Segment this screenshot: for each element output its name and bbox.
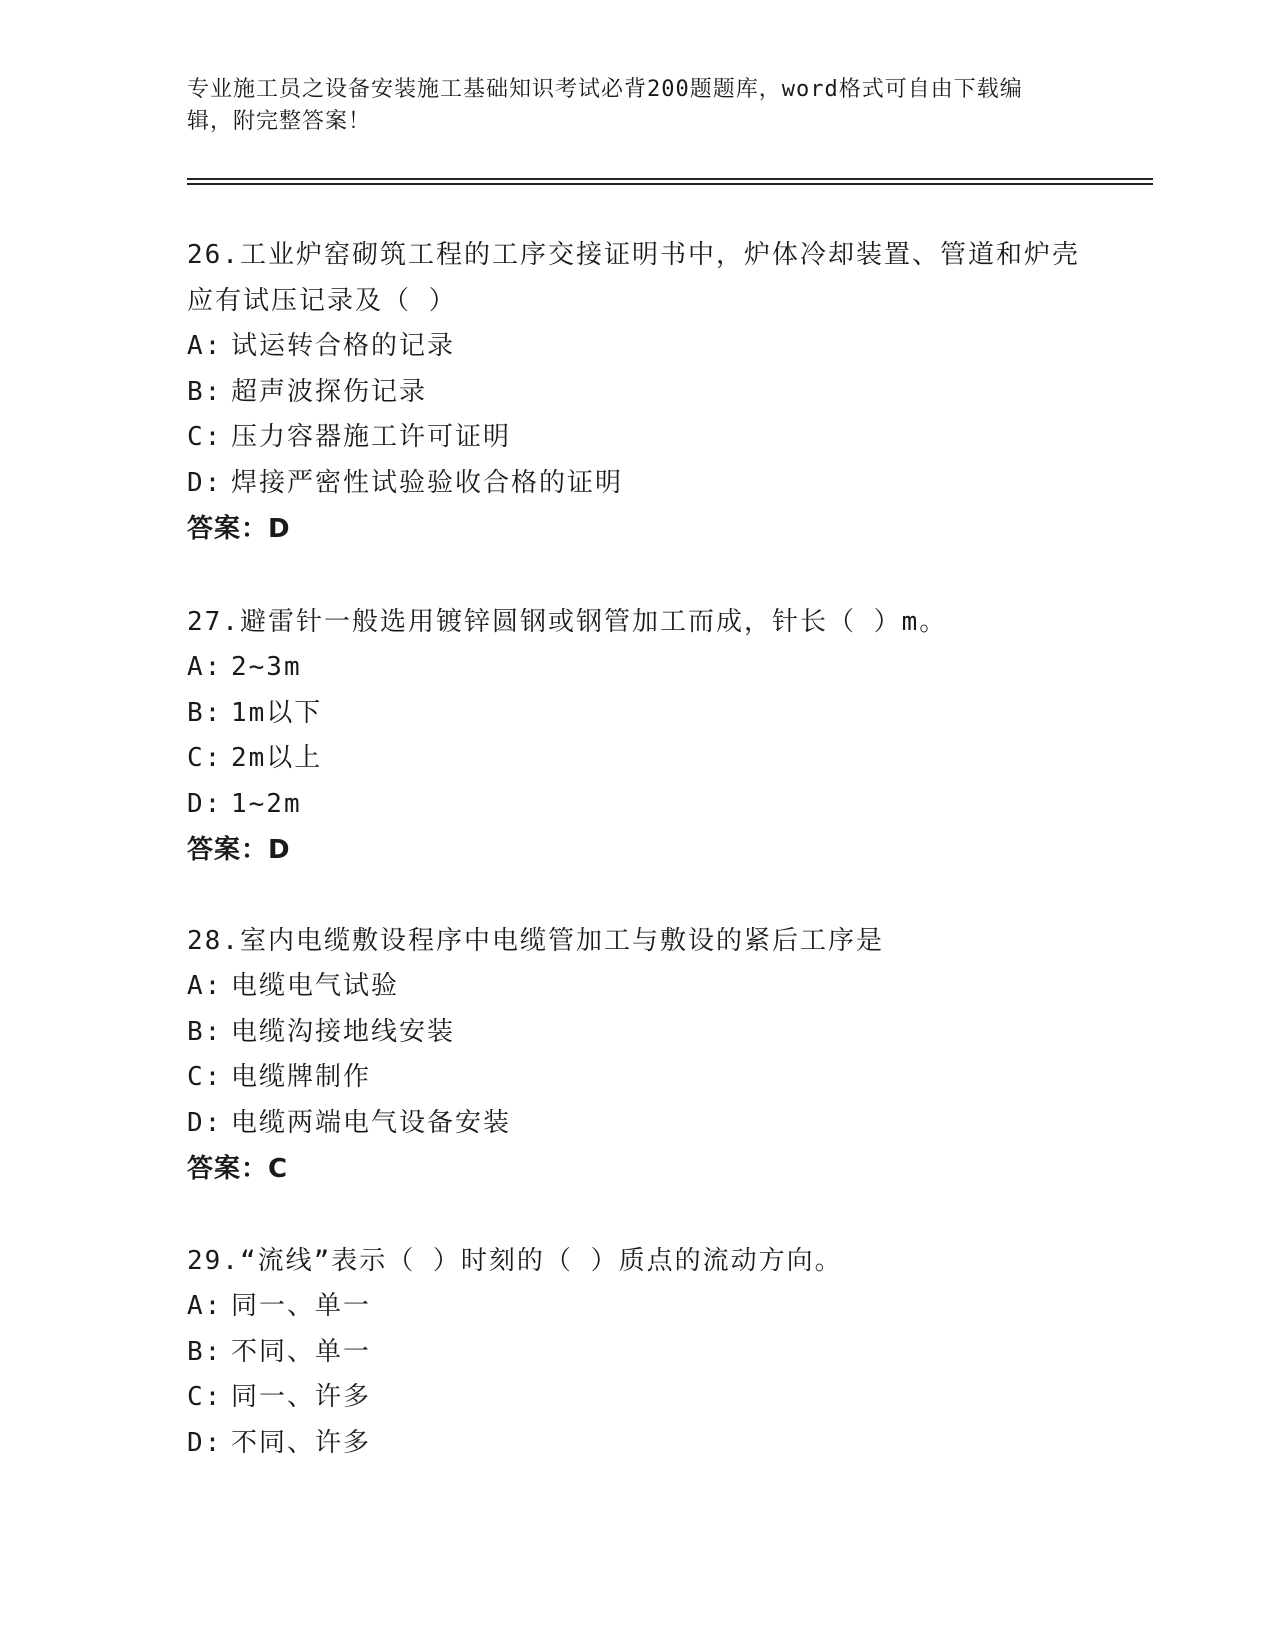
option-text: 2m以上 [231, 743, 323, 773]
question-text: 27.避雷针一般选用镀锌圆钢或钢管加工而成，针长（ ）m。 [187, 607, 948, 637]
option-letter: C: [187, 743, 223, 773]
option-b [187, 691, 1087, 737]
option-text: 电缆牌制作 [231, 1062, 372, 1092]
option-letter: D: [187, 1427, 223, 1458]
option-b [187, 1010, 1087, 1056]
option-text: 1~2m [231, 788, 302, 819]
option-a [187, 964, 1087, 1010]
option-text: 电缆电气试验 [231, 971, 400, 1001]
option-letter: C: [187, 1062, 223, 1092]
option-a [187, 1284, 1087, 1330]
option-letter: C: [187, 1382, 223, 1412]
option-text: 1m以下 [231, 697, 323, 728]
option-text: 不同、单一 [231, 1336, 372, 1367]
option-letter: A: [187, 652, 223, 682]
question-text: 29.“流线”表示（ ）时刻的（ ）质点的流动方向。 [187, 1246, 843, 1276]
option-letter: D: [187, 1107, 223, 1138]
option-text: 试运转合格的记录 [231, 331, 456, 361]
option-b [187, 370, 1087, 416]
option-text: 同一、单一 [231, 1291, 372, 1321]
option-letter: A: [187, 1291, 223, 1321]
option-letter: C: [187, 422, 223, 452]
option-d [187, 1101, 1087, 1147]
option-letter: B: [187, 697, 223, 728]
header-rule-top [187, 178, 1153, 180]
option-letter: B: [187, 376, 223, 407]
option-text: 同一、许多 [231, 1382, 372, 1412]
option-text: 超声波探伤记录 [231, 376, 428, 407]
header-rule-bottom [187, 183, 1153, 185]
option-c [187, 1375, 1087, 1421]
option-d [187, 461, 1087, 507]
option-c [187, 736, 1087, 782]
option-text: 焊接严密性试验验收合格的证明 [231, 467, 624, 498]
answer: 答案：D [187, 835, 291, 865]
option-a [187, 324, 1087, 370]
option-letter: D: [187, 788, 223, 819]
option-text: 压力容器施工许可证明 [231, 422, 512, 452]
question-text: 28.室内电缆敷设程序中电缆管加工与敷设的紧后工序是 [187, 926, 884, 956]
option-c [187, 415, 1087, 461]
answer: 答案：C [187, 1154, 289, 1184]
option-a [187, 645, 1087, 691]
option-letter: A: [187, 971, 223, 1001]
option-text: 不同、许多 [231, 1427, 372, 1458]
answer: 答案：D [187, 514, 291, 544]
option-text: 电缆沟接地线安装 [231, 1016, 456, 1047]
option-letter: B: [187, 1336, 223, 1367]
question-29 [187, 1238, 1087, 1466]
option-text: 2~3m [231, 652, 302, 682]
option-letter: D: [187, 467, 223, 498]
option-c [187, 1055, 1087, 1101]
option-d [187, 1421, 1087, 1467]
question-28 [187, 918, 1087, 1192]
option-text: 电缆两端电气设备安装 [231, 1107, 512, 1138]
question-26 [187, 232, 1087, 552]
option-letter: B: [187, 1016, 223, 1047]
question-27 [187, 599, 1087, 873]
document-header: 专业施工员之设备安装施工基础知识考试必背200题题库，word格式可自由下载编辑，附完整答案！ [187, 77, 1023, 134]
option-b [187, 1330, 1087, 1376]
option-d [187, 782, 1087, 828]
option-letter: A: [187, 331, 223, 361]
question-text: 26.工业炉窑砌筑工程的工序交接证明书中，炉体冷却装置、管道和炉壳应有试压记录及（ ） [187, 240, 1080, 316]
